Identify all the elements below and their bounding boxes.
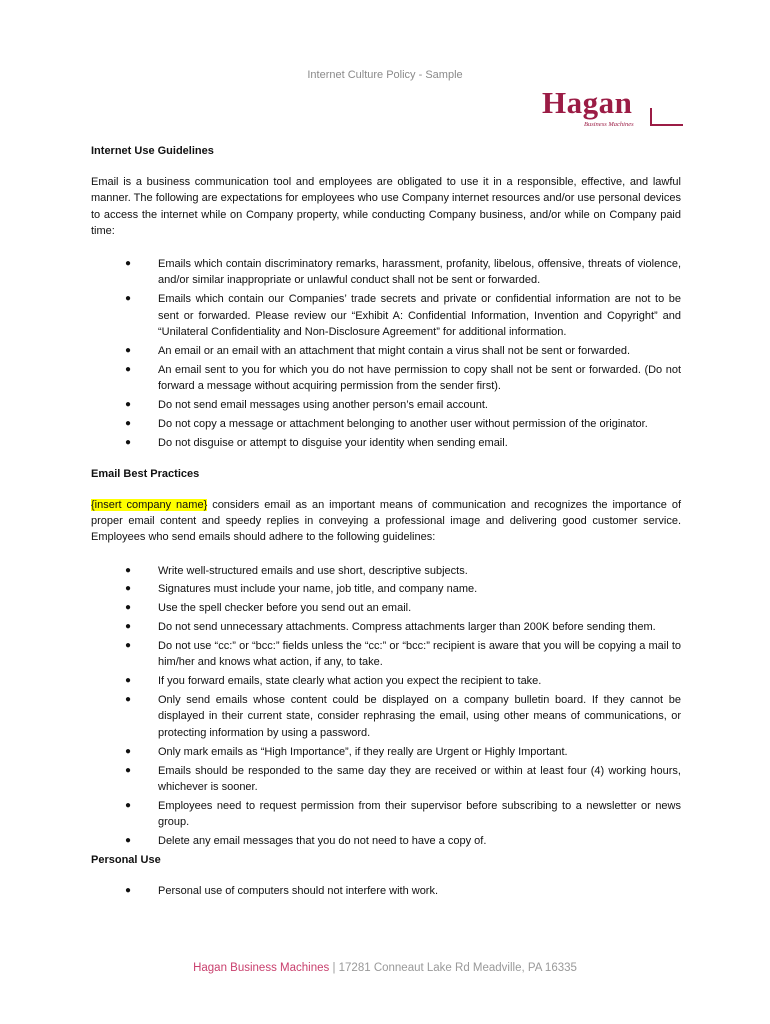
bullet-icon: ● — [125, 834, 132, 846]
list-item — [91, 638, 681, 671]
bullet-list — [91, 256, 681, 451]
section-personal-use — [91, 852, 681, 899]
list-item-text: Only send emails whose content could be displayed on a company bulletin board. If they cannot be displayed in their current state, consider rephrasing the email, using other means of communications, or protecting information by using a password. — [158, 694, 681, 739]
bullet-icon: ● — [125, 293, 132, 305]
bullet-icon: ● — [125, 363, 132, 375]
list-item-text: Emails which contain our Companies’ trade secrets and private or confidential information are not to be sent or forwarded. Please review our “Exhibit A: Confidential Information, Invention and Copyright” and “Unilateral Confidentiality and Non-Disclosure Agreement” for additional information. — [158, 293, 681, 338]
bullet-icon: ● — [125, 764, 132, 776]
company-logo — [540, 86, 685, 132]
section-email-best-practices — [91, 466, 681, 850]
list-item — [91, 673, 681, 689]
list-item-text: Emails which contain discriminatory remarks, harassment, profanity, libelous, offensive, threats of violence, and/or similar inappropriate or unlawful conduct shall not be sent or forwarded. — [158, 258, 681, 287]
list-item-text: Do not copy a message or attachment belonging to another user without permission of the originator. — [158, 417, 648, 430]
list-item — [91, 416, 681, 432]
section-heading: Internet Use Guidelines — [91, 145, 214, 157]
list-item — [91, 763, 681, 796]
intro-text: considers email as an important means of communication and recognizes the importance of proper email content and speedy replies in conveying a professional image and delivering good customer service. Employees who send emails should adhere to the following guidelines: — [91, 498, 681, 544]
list-item-text: Signatures must include your name, job title, and company name. — [158, 583, 478, 596]
list-item-text: Delete any email messages that you do not need to have a copy of. — [158, 834, 487, 847]
bullet-icon: ● — [125, 344, 132, 356]
list-item-text: Do not use “cc:” or “bcc:” fields unless the “cc:” or “bcc:” recipient is aware that you will be copying a mail to him/her and knows what action, if any, to take. — [158, 640, 681, 669]
list-item — [91, 833, 681, 849]
bullet-icon: ● — [125, 417, 132, 429]
bullet-icon: ● — [125, 398, 132, 410]
list-item — [91, 397, 681, 413]
section-heading: Email Best Practices — [91, 467, 200, 480]
bullet-list — [91, 563, 681, 850]
bullet-icon: ● — [125, 258, 132, 270]
page-footer — [0, 962, 770, 974]
bullet-icon: ● — [125, 621, 132, 633]
list-item — [91, 256, 681, 289]
list-item — [91, 692, 681, 741]
list-item — [91, 619, 681, 635]
logo-underline — [652, 124, 683, 126]
bullet-icon: ● — [125, 602, 132, 614]
footer-brand: Hagan Business Machines — [193, 962, 330, 974]
bullet-icon: ● — [125, 745, 132, 757]
list-item — [91, 883, 681, 899]
list-item-text: Emails should be responded to the same day they are received or within at least four (4) working hours, whichever is sooner. — [158, 764, 681, 793]
page-header-title: Internet Culture Policy - Sample — [307, 69, 463, 81]
list-item-text: Only mark emails as “High Importance”, if they really are Urgent or Highly Important. — [158, 745, 568, 758]
list-item-text: Employees need to request permission from their supervisor before subscribing to a newsletter or news group. — [158, 799, 681, 828]
bullet-icon: ● — [125, 799, 132, 811]
list-item — [91, 435, 681, 451]
list-item-text: Do not send unnecessary attachments. Compress attachments larger than 200K before sending them. — [158, 621, 656, 634]
footer-address: 17281 Conneaut Lake Rd Meadville, PA 16335 — [338, 962, 577, 974]
list-item — [91, 563, 681, 579]
list-item — [91, 291, 681, 340]
list-item — [91, 362, 681, 395]
logo-subtitle: Business Machines — [584, 121, 634, 128]
bullet-icon: ● — [125, 640, 132, 652]
logo-wordmark: Hagan — [542, 85, 633, 120]
section-intro: Email is a business communication tool and employees are obligated to use it in a responsible, effective, and lawful manner. The following are expectations for employees who use Company internet resources and/or use personal devices to access the internet while on Company property, while conducting Company business, and/or while on Company paid time: — [91, 176, 681, 237]
bullet-list — [91, 883, 681, 899]
document-body — [91, 143, 681, 902]
list-item — [91, 744, 681, 760]
list-item-text: Use the spell checker before you send out an email. — [158, 602, 412, 615]
list-item-text: An email or an email with an attachment that might contain a virus shall not be sent or forwarded. — [158, 344, 631, 357]
list-item — [91, 581, 681, 597]
bullet-icon: ● — [125, 583, 132, 595]
list-item-text: Do not send email messages using another person’s email account. — [158, 398, 488, 411]
bullet-icon: ● — [125, 564, 132, 576]
list-item — [91, 798, 681, 831]
placeholder-highlight: {insert company name} — [91, 498, 208, 511]
bullet-icon: ● — [125, 884, 132, 896]
section-heading: Personal Use — [91, 853, 161, 866]
bullet-icon: ● — [125, 675, 132, 687]
list-item-text: An email sent to you for which you do not have permission to copy shall not be sent or forwarded. (Do not forward a message without acquiring permission from the sender first). — [158, 363, 681, 393]
list-item-text: If you forward emails, state clearly what action you expect the recipient to take. — [158, 675, 542, 688]
section-intro — [91, 497, 681, 546]
bullet-icon: ● — [125, 694, 132, 706]
list-item — [91, 343, 681, 359]
list-item — [91, 600, 681, 616]
section-internet-use — [91, 143, 681, 451]
footer-separator: | — [329, 962, 339, 974]
list-item-text: Write well-structured emails and use short, descriptive subjects. — [158, 564, 468, 577]
list-item-text: Personal use of computers should not interfere with work. — [158, 884, 439, 897]
bullet-icon: ● — [125, 436, 132, 448]
list-item-text: Do not disguise or attempt to disguise your identity when sending email. — [158, 436, 508, 449]
